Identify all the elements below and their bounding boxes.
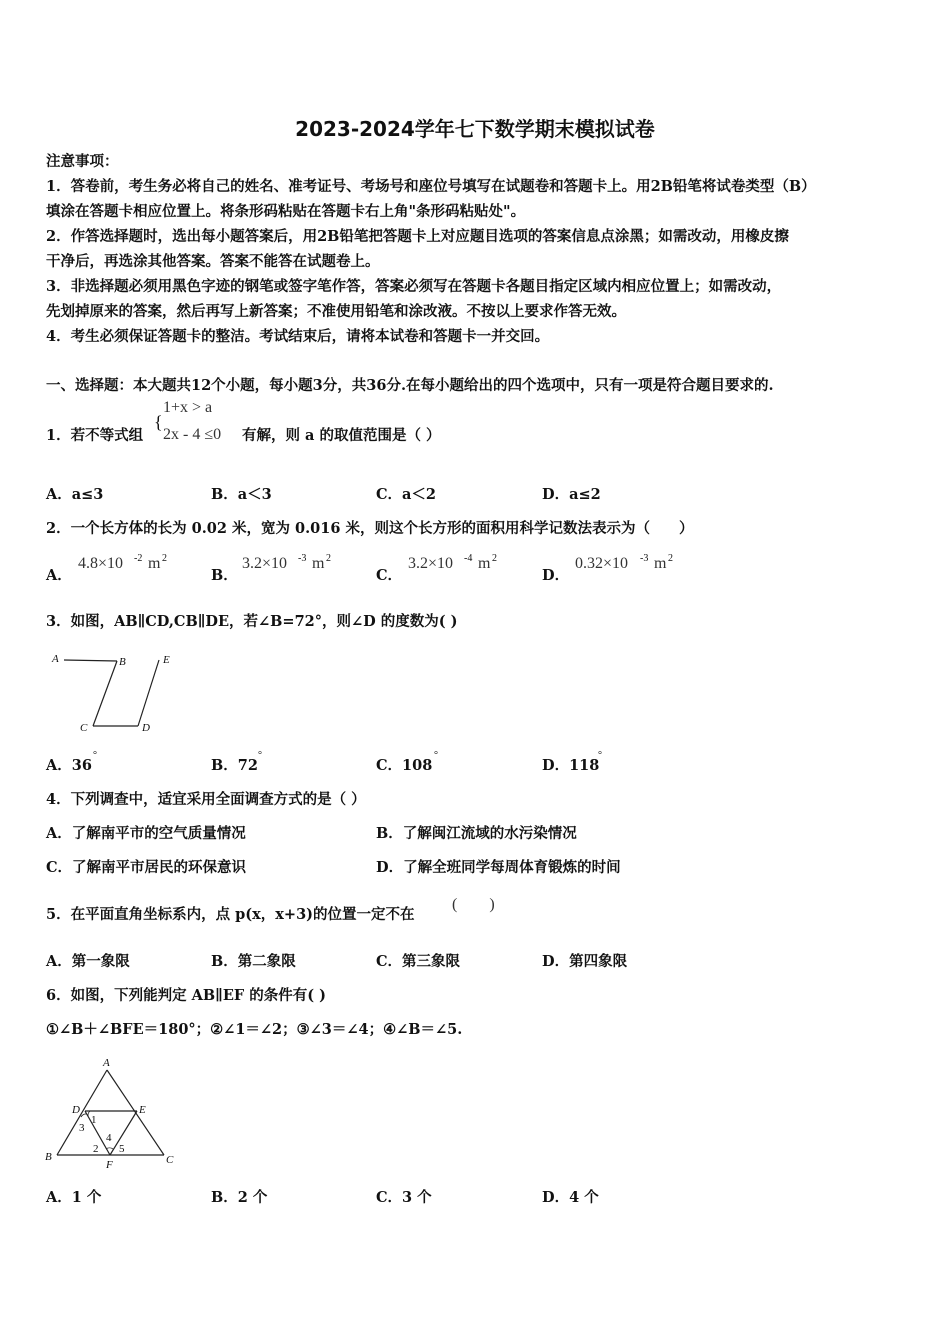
q2-unit: m xyxy=(148,555,161,572)
label-d: D xyxy=(72,1104,80,1116)
segment-ab xyxy=(64,660,117,661)
notice-line: 1．答卷前，考生务必将自己的姓名、准考证号、考场号和座位号填写在试题卷和答题卡上。用2B铅笔将试卷类型（B） xyxy=(46,178,816,195)
q5-answer-paren: ( ) xyxy=(452,896,495,913)
q2-exponent: -4 xyxy=(464,553,473,564)
notice-line: 干净后，再选涂其他答案。答案不能答在试题卷上。 xyxy=(46,253,380,270)
q4-option-b[interactable]: B．了解闽江流域的水污染情况 xyxy=(376,825,577,842)
q1-system-bottom: 2x - 4 ≤0 xyxy=(163,426,222,443)
q1-option-c[interactable]: C．a＜2 xyxy=(376,486,437,503)
label-f: F xyxy=(106,1159,113,1171)
q5-option-c[interactable]: C．第三象限 xyxy=(376,953,461,970)
label-e: E xyxy=(163,654,170,666)
q2-exponent: -3 xyxy=(640,553,649,564)
q6-option-b[interactable]: B．2 个 xyxy=(211,1189,268,1206)
q2-unit: m xyxy=(654,555,667,572)
notice-heading: 注意事项： xyxy=(46,153,119,170)
section-heading: 一、选择题：本大题共12个小题，每小题3分，共36分.在每小题给出的四个选项中，只有一项是符合题目要求的. xyxy=(46,377,774,394)
q3-text: 3．如图，AB∥CD,CB∥DE，若∠B=72°，则∠D 的度数为( ) xyxy=(46,613,458,630)
q1-brace: { xyxy=(154,412,163,432)
q5-option-a[interactable]: A．第一象限 xyxy=(46,953,130,970)
label-angle-5: 5 xyxy=(119,1143,125,1155)
q2-label: B． xyxy=(211,567,238,584)
degree-sign: ° xyxy=(258,750,262,761)
label-c: C xyxy=(166,1154,174,1166)
label-angle-1: 1 xyxy=(91,1114,97,1126)
q6-conditions: ①∠B＋∠BFE＝180°；②∠1＝∠2；③∠3＝∠4；④∠B＝∠5. xyxy=(46,1021,463,1038)
degree-sign: ° xyxy=(434,750,438,761)
notice-line: 2．作答选择题时，选出每小题答案后，用2B铅笔把答题卡上对应题目选项的答案信息点涂黑；如需改动，用橡皮擦 xyxy=(46,228,789,245)
label-c: C xyxy=(80,722,88,734)
q2-label: C． xyxy=(376,567,403,584)
q1-option-a[interactable]: A．a≤3 xyxy=(46,486,104,503)
degree-sign: ° xyxy=(93,750,97,761)
q1-text-before: 1．若不等式组 xyxy=(46,427,144,444)
label-d: D xyxy=(142,722,150,734)
q6-option-d[interactable]: D．4 个 xyxy=(542,1189,599,1206)
q3-figure xyxy=(46,648,186,740)
q3-option-label: C．108 xyxy=(376,757,433,774)
q2-label: A． xyxy=(46,567,72,584)
q5-text: 5．在平面直角坐标系内，点 p(x，x+3)的位置一定不在 xyxy=(46,906,415,923)
q2-unit: m xyxy=(312,555,325,572)
q6-figure xyxy=(40,1052,190,1172)
label-a: A xyxy=(103,1057,110,1069)
q6-option-c[interactable]: C．3 个 xyxy=(376,1189,432,1206)
degree-sign: ° xyxy=(598,750,602,761)
q3-option-label: A．36 xyxy=(46,757,92,774)
q4-option-c[interactable]: C．了解南平市居民的环保意识 xyxy=(46,859,247,876)
q4-option-d[interactable]: D．了解全班同学每周体育锻炼的时间 xyxy=(376,859,621,876)
q2-unit-exponent: 2 xyxy=(326,553,331,564)
q2-value: 3.2×10 xyxy=(408,555,454,572)
q5-option-d[interactable]: D．第四象限 xyxy=(542,953,628,970)
exam-title: 2023-2024学年七下数学期末模拟试卷 xyxy=(295,117,655,141)
q2-value: 4.8×10 xyxy=(78,555,124,572)
q5-option-b[interactable]: B．第二象限 xyxy=(211,953,296,970)
q2-text: 2．一个长方体的长为 0.02 米，宽为 0.016 米，则这个长方形的面积用科学记数法表示为（ ） xyxy=(46,520,694,537)
label-angle-4: 4 xyxy=(106,1132,112,1144)
q2-unit-exponent: 2 xyxy=(492,553,497,564)
q2-exponent: -3 xyxy=(298,553,307,564)
q3-option-label: B．72 xyxy=(211,757,258,774)
q4-option-a[interactable]: A．了解南平市的空气质量情况 xyxy=(46,825,246,842)
label-b: B xyxy=(45,1151,52,1163)
q2-value: 3.2×10 xyxy=(242,555,288,572)
q1-text-after: 有解，则 a 的取值范围是（ ） xyxy=(242,427,441,444)
q1-system-top: 1+x > a xyxy=(163,399,213,416)
q3-option-label: D．118 xyxy=(542,757,600,774)
segment-de xyxy=(138,660,159,726)
notice-line: 填涂在答题卡相应位置上。将条形码粘贴在答题卡右上角"条形码粘贴处"。 xyxy=(46,203,526,220)
q2-label: D． xyxy=(542,567,570,584)
notice-line: 4．考生必须保证答题卡的整洁。考试结束后，请将本试卷和答题卡一并交回。 xyxy=(46,328,550,345)
q2-unit: m xyxy=(478,555,491,572)
q2-unit-exponent: 2 xyxy=(162,553,167,564)
q2-value: 0.32×10 xyxy=(575,555,629,572)
q2-unit-exponent: 2 xyxy=(668,553,673,564)
notice-line: 先划掉原来的答案，然后再写上新答案；不准使用铅笔和涂改液。不按以上要求作答无效。 xyxy=(46,303,626,320)
label-angle-3: 3 xyxy=(79,1122,85,1134)
label-a: A xyxy=(52,653,59,665)
label-e: E xyxy=(139,1104,146,1116)
segment-ab xyxy=(57,1070,107,1155)
q4-text: 4．下列调查中，适宜采用全面调查方式的是（ ） xyxy=(46,791,366,808)
q6-text: 6．如图，下列能判定 AB∥EF 的条件有( ) xyxy=(46,987,326,1004)
q1-option-d[interactable]: D．a≤2 xyxy=(542,486,601,503)
q6-option-a[interactable]: A．1 个 xyxy=(46,1189,102,1206)
label-angle-2: 2 xyxy=(93,1143,99,1155)
notice-line: 3．非选择题必须用黑色字迹的钢笔或签字笔作答，答案必须写在答题卡各题目指定区域内相应位置上；如需改动， xyxy=(46,278,782,295)
q1-option-b[interactable]: B．a＜3 xyxy=(211,486,272,503)
label-b: B xyxy=(119,656,126,668)
segment-bc xyxy=(93,661,117,726)
q2-exponent: -2 xyxy=(134,553,143,564)
